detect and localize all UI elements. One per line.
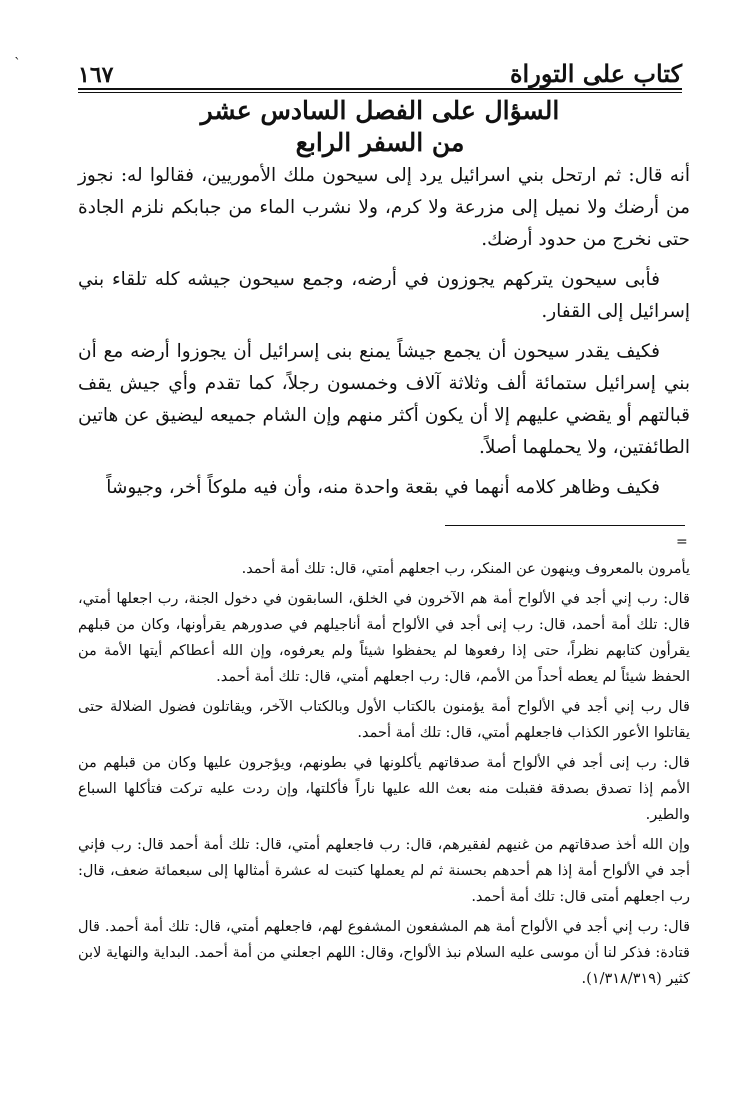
- running-header: [78, 52, 682, 88]
- footnote-paragraph: وإن الله أخذ صدقاتهم من غنيهم لفقيرهم، قال: رب فاجعلهم أمتي، قال: تلك أمة أحمد قال: رب فإني أجد في الألواح أمة إذا هم أحدهم بحسنة ثم لم يعملها كتبت له عشرة أمثالها إلى سبعمائة ضعف، قال: رب اجعلهم أمتى قال: تلك أمة أحمد.: [78, 837, 690, 905]
- paragraph: فأبى سيحون يتركهم يجوزون في أرضه، وجمع سيحون جيشه كله تلقاء بني إسرائيل إلى القفار.: [78, 269, 690, 322]
- header-rule-thin: [78, 92, 682, 93]
- footnote-paragraph: قال: رب إني أجد في الألواح أمة هم الآخرون في الخلق، السابقون في دخول الجنة، رب اجعلها أمتي، قال: تلك أمة أحمد، قال: رب إنى أجد في الألواح أمة أناجيلهم في صدورهم يقرأونها، وكان من قبلهم يقرأون كتابهم نظراً، حتى إذا رفعوها لم يحفظوا شيئاً ولم يعرفوه، وإن الله أعطاكم أيتها الأمة من الحفظ شيئاً لم يعطه أحداً من الأمم، قال: رب اجعلهم أمتي، قال: تلك أمة أحمد.: [78, 591, 690, 685]
- book-title: كتاب على التوراة: [509, 59, 682, 88]
- footnote-paragraph: يأمرون بالمعروف وينهون عن المنكر، رب اجعلهم أمتي، قال: تلك أمة أحمد.: [241, 561, 690, 577]
- header-rule: [78, 88, 682, 90]
- paragraph: فكيف يقدر سيحون أن يجمع جيشاً يمنع بنى إسرائيل أن يجوزوا أرضه مع أن بني إسرائيل ستمائة ألف وثلاثة آلاف وخمسون رجلاً، كما تقدم وأي جيش يقف قبالتهم أو يقضي عليهم إلا أن يكون أكثر منهم وإن الشام جميعه ليضيق عن هاتين الطائفتين، ولا يحملهما أصلاً.: [78, 341, 690, 458]
- footnote-paragraph: قال: رب إنى أجد في الألواح أمة صدقاتهم يأكلونها في بطونهم، ويؤجرون عليها وكان من قبلهم من الأمم إذا تصدق بصدقة فقبلت منه بعث الله عليها ناراً فأكلتها، وإن ردت عليه تركت فتأكلها السباع والطير.: [78, 755, 690, 823]
- margin-mark: `: [14, 56, 21, 72]
- main-text: [78, 160, 690, 512]
- footnote-paragraph: قال رب إني أجد في الألواح أمة يؤمنون بالكتاب الأول وبالكتاب الآخر، ويقاتلون فضول الضلالة حتى يقاتلوا الأعور الكذاب فاجعلهم أمتي، قال: تلك أمة أحمد.: [78, 699, 690, 741]
- paragraph: فكيف وظاهر كلامه أنهما في بقعة واحدة منه، وأن فيه ملوكاً أخر، وجيوشاً: [106, 477, 660, 498]
- page-number: ١٦٧: [78, 62, 114, 88]
- footnote-separator: [445, 525, 685, 526]
- footnotes: [78, 556, 690, 996]
- footnote-paragraph: قال: رب إني أجد في الألواح أمة هم المشفعون المشفوع لهم، فاجعلهم أمتي، قال: تلك أمة أحمد. قال قتادة: فذكر لنا أن موسى عليه السلام نبذ الألواح، وقال: اللهم اجعلني من أمة أحمد. البداية والنهاية لابن كثير (١/٣١٨/٣١٩).: [78, 919, 690, 987]
- chapter-subtitle: من السفر الرابع: [295, 128, 465, 157]
- chapter-title: السؤال على الفصل السادس عشر: [200, 96, 560, 125]
- paragraph: أنه قال: ثم ارتحل بني اسرائيل يرد إلى سيحون ملك الأموريين، فقالوا له: نجوز من أرضك ولا نميل إلى مزرعة ولا كرم، ولا نشرب الماء من جبابكم نلزم الجادة حتى نخرج من حدود أرضك.: [78, 165, 690, 250]
- footnote-continuation-mark: =: [676, 534, 688, 550]
